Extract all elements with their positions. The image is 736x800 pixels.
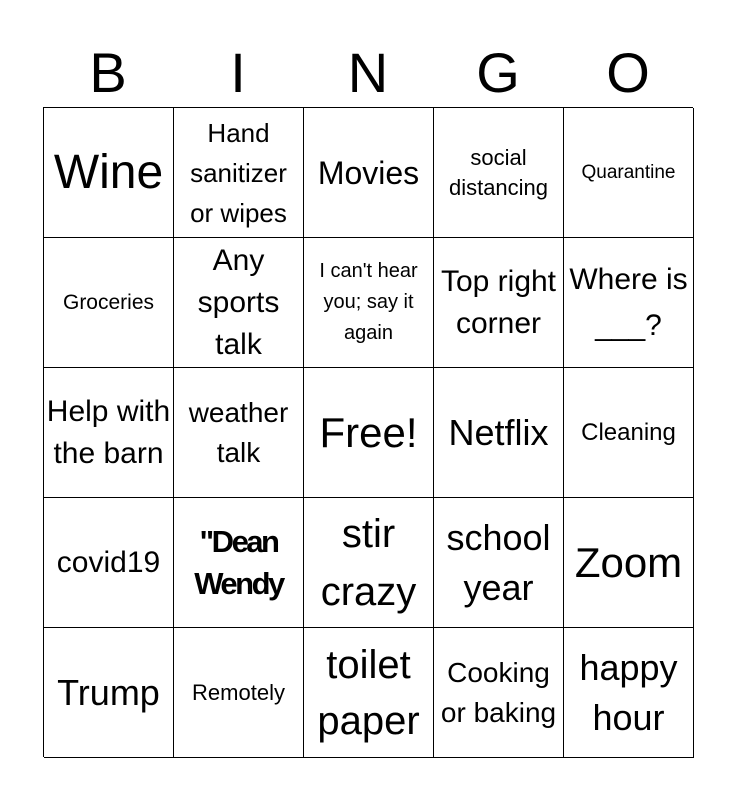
cell-label: social distancing	[448, 144, 549, 200]
cell-label: Quarantine	[581, 161, 676, 183]
bingo-cell[interactable]	[304, 108, 434, 238]
bingo-cell[interactable]	[174, 108, 304, 238]
cell-label: I can't hear you; say it again	[319, 260, 418, 344]
cell-label: Cooking or baking	[440, 656, 557, 728]
cell-label: Where is ___?	[569, 262, 688, 342]
cell-label: Remotely	[192, 679, 285, 705]
bingo-cell[interactable]	[174, 498, 304, 628]
cell-label: Movies	[317, 154, 420, 191]
header-letter-o: O	[606, 41, 650, 104]
cell-label: Zoom	[574, 538, 683, 586]
header-letter-b: B	[89, 41, 127, 104]
bingo-cell[interactable]	[304, 368, 434, 498]
bingo-cell[interactable]	[44, 368, 174, 498]
bingo-cell[interactable]	[434, 238, 564, 368]
cell-label: covid19	[56, 545, 161, 579]
header-letter-g: G	[476, 41, 520, 104]
bingo-cell[interactable]	[564, 368, 694, 498]
bingo-cell[interactable]	[434, 628, 564, 758]
bingo-header	[43, 40, 693, 106]
header-letter-n: N	[347, 41, 389, 104]
bingo-cell[interactable]	[174, 368, 304, 498]
bingo-cell[interactable]	[564, 498, 694, 628]
cell-label: Top right corner	[440, 264, 557, 340]
cell-label: school year	[446, 516, 551, 608]
cell-label: Trump	[57, 671, 160, 713]
cell-label: Netflix	[448, 411, 549, 453]
cell-label: Hand sanitizer or wipes	[190, 117, 287, 228]
cell-label: Any sports talk	[197, 243, 280, 361]
bingo-cell[interactable]	[434, 108, 564, 238]
bingo-cell[interactable]	[304, 238, 434, 368]
header-letter-i: I	[230, 41, 246, 104]
bingo-cell[interactable]	[44, 498, 174, 628]
bingo-cell[interactable]	[44, 238, 174, 368]
cell-label: toilet paper	[317, 642, 420, 743]
bingo-cell[interactable]	[174, 238, 304, 368]
bingo-cell[interactable]	[564, 108, 694, 238]
cell-label: happy hour	[579, 646, 678, 738]
bingo-cell[interactable]	[564, 628, 694, 758]
cell-label: stir crazy	[320, 511, 417, 614]
cell-label: Cleaning	[581, 418, 676, 446]
bingo-cell[interactable]	[174, 628, 304, 758]
bingo-cell[interactable]	[44, 628, 174, 758]
cell-label: Free!	[319, 408, 418, 456]
bingo-cell[interactable]	[44, 108, 174, 238]
cell-label: Groceries	[62, 290, 155, 314]
bingo-cell[interactable]	[434, 498, 564, 628]
cell-label: "Dean Wendy	[194, 523, 283, 601]
cell-label: Help with the barn	[46, 394, 171, 470]
bingo-cell[interactable]	[434, 368, 564, 498]
cell-label: weather talk	[188, 396, 289, 468]
bingo-cell[interactable]	[304, 628, 434, 758]
bingo-cell[interactable]	[304, 498, 434, 628]
bingo-cell[interactable]	[564, 238, 694, 368]
cell-label: Wine	[53, 145, 164, 199]
bingo-card-grid	[43, 107, 693, 757]
